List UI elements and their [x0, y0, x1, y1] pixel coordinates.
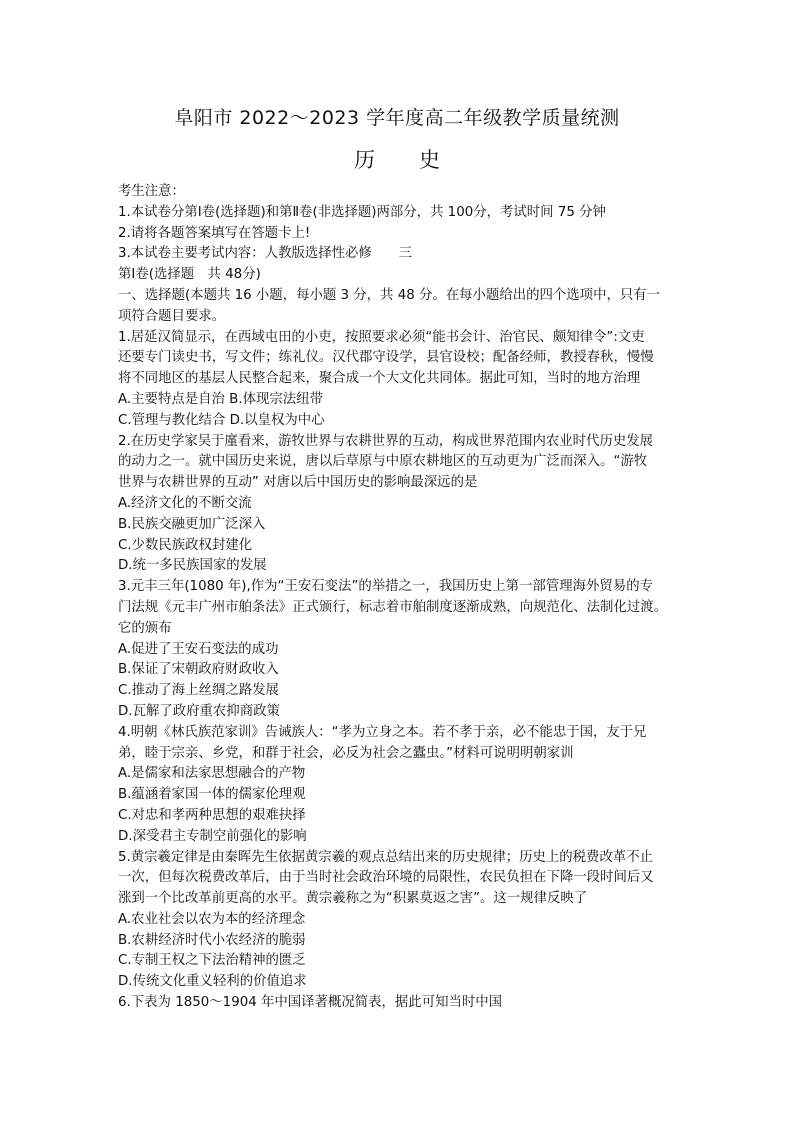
question-3 [118, 577, 682, 723]
question-4 [118, 723, 682, 848]
subject-char-1: 历 [354, 148, 375, 172]
subject-char-2: 史 [419, 148, 440, 172]
answer-option: B.蕴涵着家国一体的儒家伦理观 [118, 787, 306, 803]
section-instruction: 项符合题目要求。 [118, 308, 226, 324]
answer-option: A.是儒家和法家思想融合的产物 [118, 766, 306, 782]
answer-option: C.对忠和孝两种思想的艰难抉择 [118, 807, 306, 823]
question-stem: 2.在历史学家吴于廑看来，游牧世界与农耕世界的互动，构成世界范围内农业时代历史发展 [118, 433, 654, 449]
question-stem: 世界与农耕世界的互动” 对唐以后中国历史的影响最深远的是 [118, 475, 478, 491]
question-stem: 6.下表为 1850～1904 年中国译著概况简表，据此可知当时中国 [118, 995, 503, 1011]
question-stem: 3.元丰三年(1080 年),作为“王安石变法”的举措之一，我国历史上第一部管理海外贸易的专 [118, 579, 653, 595]
question-stem: 涨到一个比改革前更高的水平。黄宗羲称之为“积累莫返之害”。这一规律反映了 [118, 891, 588, 907]
answer-option: B.民族交融更加广泛深入 [118, 516, 266, 532]
answer-option: C.专制王权之下法治精神的匮乏 [118, 953, 306, 969]
question-stem: 门法规《元丰广州市舶条法》正式颁行，标志着市舶制度逐渐成熟，向规范化、法制化过渡。 [118, 599, 668, 615]
question-stem: 将不同地区的基层人民整合起来，聚合成一个大文化共同体。据此可知，当时的地方治理 [118, 371, 641, 387]
question-1 [118, 328, 682, 432]
question-stem: 1.居延汉简显示，在西域屯田的小吏，按照要求必须“能书会计、治官民、颇知律令”:文吏 [118, 329, 645, 345]
answer-option: A.经济文化的不断交流 [118, 495, 252, 511]
answer-option: D.统一多民族国家的发展 [118, 558, 267, 574]
exam-body [118, 182, 682, 1014]
question-5 [118, 848, 682, 994]
question-2 [118, 432, 682, 578]
notice-item: 3.本试卷主要考试内容：人教版选择性必修 三 [118, 246, 412, 262]
exam-title: 阜阳市 2022～2023 学年度高二年级教学质量统测 [174, 107, 620, 129]
answer-option: B.农耕经济时代小农经济的脆弱 [118, 932, 306, 948]
subject-heading [0, 145, 794, 175]
question-stem: 还要专门读史书，写文件；练礼仪。汉代郡守设学，县官设校；配备经师，教授春秋，慢慢 [118, 350, 654, 366]
answer-option: D.深受君主专制空前强化的影响 [118, 828, 307, 844]
question-6 [118, 993, 682, 1014]
section-instruction: 一、选择题(本题共 16 小题，每小题 3 分，共 48 分。在每小题给出的四个选项中，只有一 [118, 287, 661, 303]
answer-option: A.主要特点是自治 B.体现宗法纽带 [118, 391, 323, 407]
question-stem: 的动力之一。就中国历史来说，唐以后草原与中原农耕地区的互动更为广泛而深入。“游牧 [118, 454, 648, 470]
section-title: 第Ⅰ卷(选择题 共 48分) [118, 267, 261, 283]
question-stem: 一次，但每次税费改革后，由于当时社会政治环境的局限性，农民负担在下降一段时间后又 [118, 870, 654, 886]
answer-option: D.瓦解了政府重农抑商政策 [118, 703, 280, 719]
question-stem: 它的颁布 [118, 620, 172, 636]
notice-item: 1.本试卷分第Ⅰ卷(选择题)和第Ⅱ卷(非选择题)两部分，共 100分，考试时间 75 分钟 [118, 204, 606, 220]
answer-option: B.保证了宋朝政府财政收入 [118, 662, 279, 678]
notice-item: 2.请将各题答案填写在答题卡上! [118, 225, 311, 241]
answer-option: A.促进了王安石变法的成功 [118, 641, 279, 657]
answer-option: C.推动了海上丝绸之路发展 [118, 683, 279, 699]
notice-block [118, 182, 682, 265]
question-stem: 4.明朝《林氏族范家训》告诫族人：“孝为立身之本。若不孝于亲，必不能忠于国，友于兄 [118, 724, 647, 740]
question-stem: 5.黄宗羲定律是由秦晖先生依据黄宗羲的观点总结出来的历史规律；历史上的税费改革不止 [118, 849, 654, 865]
answer-option: C.少数民族政权封建化 [118, 537, 253, 553]
section-block [118, 265, 682, 327]
question-stem: 弟，睦于宗亲、乡党，和群于社会，必反为社会之蠹虫。”材料可说明明朝家训 [118, 745, 574, 761]
answer-option: A.农业社会以农为本的经济理念 [118, 911, 306, 927]
answer-option: D.传统文化重义轻利的价值追求 [118, 974, 307, 990]
answer-option: C.管理与教化结合 D.以皇权为中心 [118, 412, 325, 428]
notice-heading: 考生注意： [118, 184, 185, 199]
